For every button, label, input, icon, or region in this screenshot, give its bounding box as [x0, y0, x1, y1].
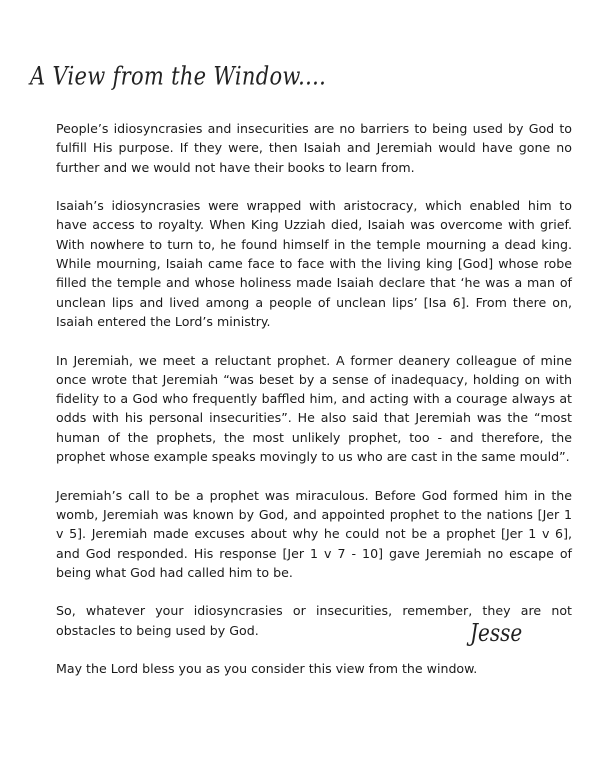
article-body	[56, 119, 572, 698]
paragraph-1: People’s idiosyncrasies and insecurities are no barriers to being used by God to fulfill His purpose. If they were, then Isaiah and Jeremiah would have gone no further and we would not have their books to learn from.	[56, 121, 572, 175]
author-signature: Jesse	[470, 618, 523, 647]
paragraph-3: In Jeremiah, we meet a reluctant prophet. A former deanery colleague of mine once wrote that Jeremiah “was beset by a sense of inadequacy, holding on with fidelity to a God who frequently baffled him, and acting with a courage always at odds with his personal insecurities”. He also said that Jeremiah was the “most human of the prophets, the most unlikely prophet, too - and therefore, the prophet whose example speaks movingly to us who are cast in the same mould”.	[56, 352, 572, 465]
paragraph-5: So, whatever your idiosyncrasies or insecurities, remember, they are not obstacles to being used by God.	[56, 603, 572, 638]
paragraph-6: May the Lord bless you as you consider this view from the window.	[56, 661, 478, 677]
paragraph-4: Jeremiah’s call to be a prophet was miraculous. Before God formed him in the womb, Jeremiah was known by God, and appointed prophet to the nations [Jer 1 v 5]. Jeremiah made excuses about why he could not be a prophet [Jer 1 v 6], and God responded. His response [Jer 1 v 7 - 10] gave Jeremiah no escape of being what God had called him to be.	[56, 487, 572, 580]
paragraph-2: Isaiah’s idiosyncrasies were wrapped with aristocracy, which enabled him to have access to royalty. When King Uzziah died, Isaiah was overcome with grief. With nowhere to turn to, he found himself in the temple mourning a dead king. While mourning, Isaiah came face to face with the living king [God] whose robe filled the temple and whose holiness made Isaiah declare that ‘he was a man of unclean lips and lived among a people of unclean lips’ [Isa 6]. From there on, Isaiah entered the Lord’s ministry.	[56, 198, 572, 329]
page-title: A View from the Window....	[30, 62, 327, 91]
